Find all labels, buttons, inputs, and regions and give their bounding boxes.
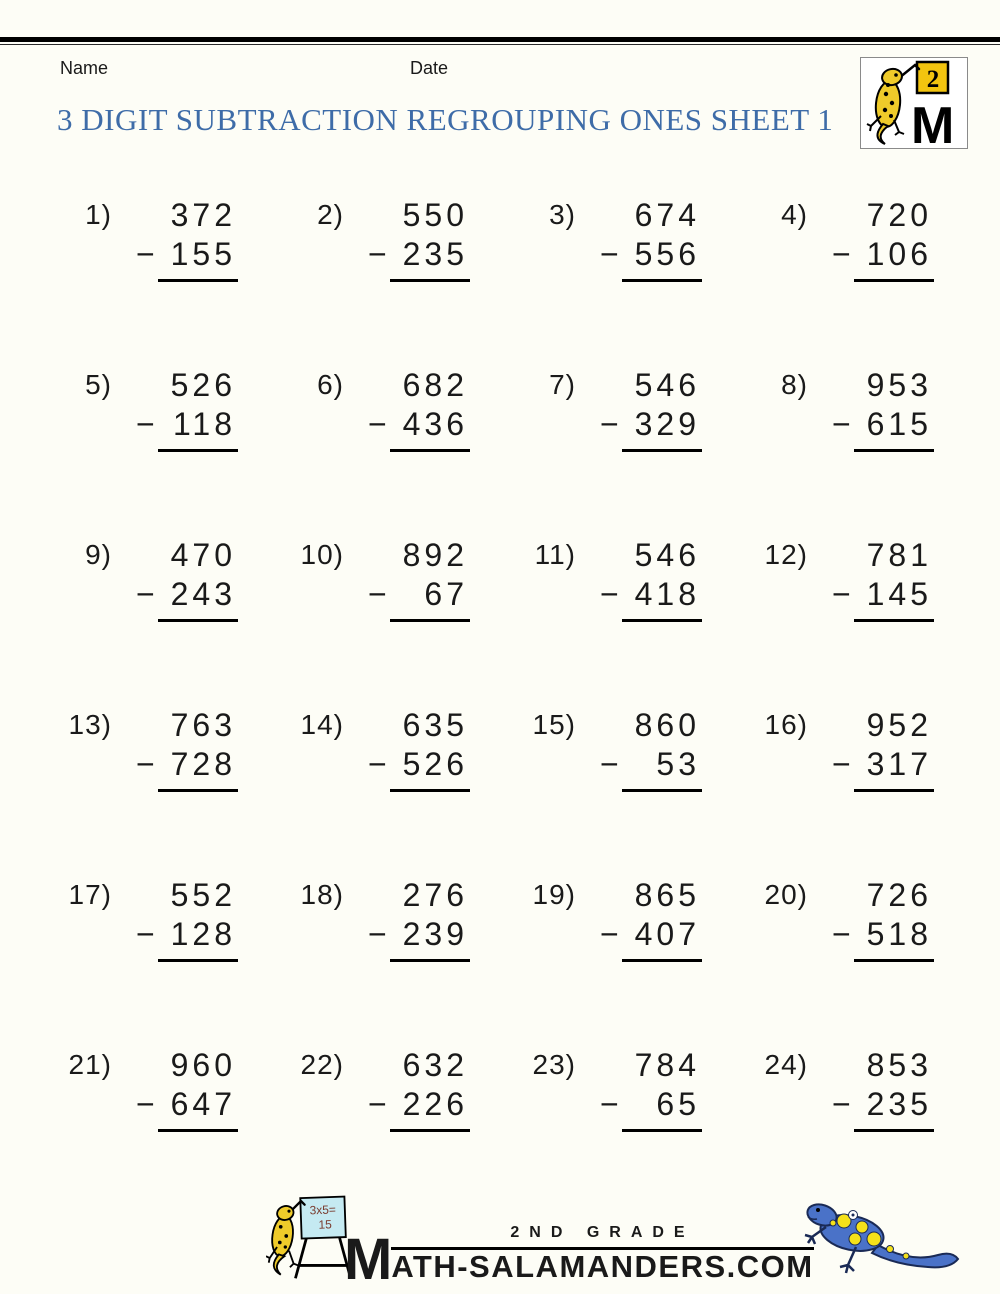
minus-sign: −	[600, 236, 619, 272]
answer-line[interactable]	[854, 789, 934, 792]
answer-line[interactable]	[390, 1129, 470, 1132]
minus-sign: −	[368, 916, 387, 952]
subtrahend: 235	[866, 1086, 932, 1122]
minus-sign: −	[368, 576, 387, 612]
name-label: Name	[60, 58, 109, 78]
minuend: 960	[170, 1047, 236, 1083]
problem-work-area	[832, 196, 934, 282]
minuend: 892	[402, 537, 468, 573]
problem-work-area	[368, 1046, 470, 1132]
minuend: 682	[402, 367, 468, 403]
problem-number: 18)	[300, 879, 344, 910]
subtraction-problem	[530, 196, 762, 366]
subtrahend: 106	[866, 236, 932, 272]
answer-line[interactable]	[854, 619, 934, 622]
minus-sign: −	[136, 916, 155, 952]
minus-sign: −	[600, 746, 619, 782]
answer-line[interactable]	[390, 279, 470, 282]
answer-line[interactable]	[158, 279, 238, 282]
minuend: 865	[634, 877, 700, 913]
logo-salamander-icon	[861, 58, 967, 148]
problem-work-area	[136, 1046, 238, 1132]
answer-line[interactable]	[158, 789, 238, 792]
subtrahend: 128	[170, 916, 236, 952]
problem-work-area	[368, 536, 470, 622]
subtraction-problem	[298, 706, 530, 876]
minuend: 550	[402, 197, 468, 233]
subtrahend: 65	[656, 1086, 700, 1122]
subtraction-problem	[298, 196, 530, 366]
grade-text: 2ND GRADE	[391, 1224, 813, 1250]
subtrahend: 67	[424, 576, 468, 612]
subtraction-problem	[66, 706, 298, 876]
answer-line[interactable]	[622, 449, 702, 452]
minus-sign: −	[368, 236, 387, 272]
subtrahend: 118	[172, 406, 236, 442]
problem-number: 6)	[317, 369, 344, 400]
minuend: 635	[402, 707, 468, 743]
problem-number: 23)	[532, 1049, 576, 1080]
problem-number: 17)	[68, 879, 112, 910]
brand-m-letter: M	[344, 1226, 393, 1292]
problem-work-area	[600, 536, 702, 622]
problem-work-area	[600, 1046, 702, 1132]
problem-number: 5)	[85, 369, 112, 400]
subtrahend: 226	[402, 1086, 468, 1122]
minus-sign: −	[136, 746, 155, 782]
minuend: 546	[634, 367, 700, 403]
problem-number: 16)	[764, 709, 808, 740]
minus-sign: −	[832, 576, 851, 612]
minuend: 552	[170, 877, 236, 913]
minuend: 470	[170, 537, 236, 573]
problem-number: 3)	[549, 199, 576, 230]
problem-number: 19)	[532, 879, 576, 910]
subtrahend: 235	[402, 236, 468, 272]
minus-sign: −	[832, 916, 851, 952]
answer-line[interactable]	[854, 279, 934, 282]
subtraction-problem	[762, 536, 994, 706]
problem-work-area	[136, 366, 238, 452]
minuend: 372	[170, 197, 236, 233]
minuend: 853	[866, 1047, 932, 1083]
problem-number: 8)	[781, 369, 808, 400]
answer-line[interactable]	[622, 959, 702, 962]
problem-work-area	[832, 536, 934, 622]
answer-line[interactable]	[622, 279, 702, 282]
answer-line[interactable]	[622, 619, 702, 622]
minus-sign: −	[136, 406, 155, 442]
problem-number: 7)	[549, 369, 576, 400]
problem-number: 11)	[534, 539, 576, 570]
problem-work-area	[600, 706, 702, 792]
subtraction-problem	[298, 876, 530, 1046]
blue-salamander-icon	[800, 1193, 965, 1285]
subtraction-problem	[298, 366, 530, 536]
subtraction-problem	[66, 366, 298, 536]
top-divider	[0, 37, 1000, 45]
subtraction-problem	[530, 366, 762, 536]
logo-m-letter: M	[911, 97, 955, 148]
minuend: 674	[634, 197, 700, 233]
easel-text-1: 3x5=	[309, 1202, 337, 1218]
answer-line[interactable]	[390, 959, 470, 962]
minus-sign: −	[832, 236, 851, 272]
problem-work-area	[368, 706, 470, 792]
minuend: 276	[402, 877, 468, 913]
subtraction-problem	[762, 196, 994, 366]
minus-sign: −	[368, 406, 387, 442]
subtraction-problem	[66, 536, 298, 706]
subtraction-problem	[66, 196, 298, 366]
problem-number: 14)	[300, 709, 344, 740]
problem-number: 22)	[300, 1049, 344, 1080]
problem-work-area	[136, 196, 238, 282]
answer-line[interactable]	[622, 789, 702, 792]
subtrahend: 329	[634, 406, 700, 442]
minuend: 952	[866, 707, 932, 743]
answer-line[interactable]	[390, 619, 470, 622]
answer-line[interactable]	[622, 1129, 702, 1132]
answer-line[interactable]	[854, 1129, 934, 1132]
minus-sign: −	[600, 916, 619, 952]
subtraction-problem	[762, 366, 994, 536]
minus-sign: −	[832, 1086, 851, 1122]
answer-line[interactable]	[390, 789, 470, 792]
problem-work-area	[368, 196, 470, 282]
minus-sign: −	[600, 576, 619, 612]
footer-brand	[266, 1190, 814, 1292]
subtraction-problem	[762, 706, 994, 876]
minuend: 953	[866, 367, 932, 403]
problem-work-area	[832, 876, 934, 962]
date-label: Date	[410, 58, 449, 78]
minuend: 526	[170, 367, 236, 403]
answer-line[interactable]	[854, 449, 934, 452]
problem-work-area	[136, 876, 238, 962]
subtrahend: 526	[402, 746, 468, 782]
answer-line[interactable]	[158, 1129, 238, 1132]
subtraction-problem	[762, 876, 994, 1046]
minuend: 720	[866, 197, 932, 233]
subtrahend: 145	[866, 576, 932, 612]
brand-text-block	[344, 1224, 814, 1292]
subtrahend: 155	[170, 236, 236, 272]
minuend: 726	[866, 877, 932, 913]
brand-domain-text: ATH-SALAMANDERS.COM	[391, 1249, 814, 1284]
problem-number: 15)	[532, 709, 576, 740]
page-title: 3 DIGIT SUBTRACTION REGROUPING ONES SHEET 1	[57, 102, 834, 137]
subtrahend: 647	[170, 1086, 236, 1122]
problem-work-area	[600, 196, 702, 282]
minus-sign: −	[368, 1086, 387, 1122]
problems-grid	[66, 196, 994, 1216]
problem-work-area	[136, 706, 238, 792]
problem-work-area	[368, 366, 470, 452]
answer-line[interactable]	[158, 959, 238, 962]
minuend: 784	[634, 1047, 700, 1083]
minus-sign: −	[136, 1086, 155, 1122]
minuend: 860	[634, 707, 700, 743]
footer	[0, 1188, 1000, 1292]
subtraction-problem	[66, 876, 298, 1046]
problem-number: 20)	[764, 879, 808, 910]
subtrahend: 615	[866, 406, 932, 442]
problem-number: 2)	[317, 199, 344, 230]
subtrahend: 243	[170, 576, 236, 612]
subtrahend: 239	[402, 916, 468, 952]
minus-sign: −	[832, 406, 851, 442]
problem-work-area	[368, 876, 470, 962]
minuend: 546	[634, 537, 700, 573]
problem-work-area	[832, 706, 934, 792]
subtrahend: 418	[634, 576, 700, 612]
problem-number: 10)	[300, 539, 344, 570]
minus-sign: −	[136, 576, 155, 612]
minuend: 632	[402, 1047, 468, 1083]
problem-number: 13)	[68, 709, 112, 740]
minus-sign: −	[600, 406, 619, 442]
problem-work-area	[832, 1046, 934, 1132]
minuend: 763	[170, 707, 236, 743]
minus-sign: −	[832, 746, 851, 782]
subtrahend: 518	[866, 916, 932, 952]
problem-work-area	[832, 366, 934, 452]
subtrahend: 556	[634, 236, 700, 272]
problem-number: 9)	[85, 539, 112, 570]
answer-line[interactable]	[390, 449, 470, 452]
answer-line[interactable]	[158, 449, 238, 452]
minus-sign: −	[600, 1086, 619, 1122]
easel-text-2: 15	[318, 1217, 333, 1232]
problem-work-area	[600, 366, 702, 452]
subtraction-problem	[298, 536, 530, 706]
answer-line[interactable]	[158, 619, 238, 622]
subtraction-problem	[530, 876, 762, 1046]
subtrahend: 53	[656, 746, 700, 782]
subtraction-problem	[530, 536, 762, 706]
problem-number: 24)	[764, 1049, 808, 1080]
answer-line[interactable]	[854, 959, 934, 962]
subtrahend: 317	[866, 746, 932, 782]
subtrahend: 728	[170, 746, 236, 782]
problem-number: 21)	[68, 1049, 112, 1080]
subtrahend: 436	[402, 406, 468, 442]
subtraction-problem	[530, 706, 762, 876]
problem-work-area	[136, 536, 238, 622]
problem-number: 12)	[764, 539, 808, 570]
minuend: 781	[866, 537, 932, 573]
logo-grade-number: 2	[926, 66, 940, 93]
minus-sign: −	[368, 746, 387, 782]
problem-work-area	[600, 876, 702, 962]
math-salamanders-logo	[860, 57, 968, 149]
subtrahend: 407	[634, 916, 700, 952]
minus-sign: −	[136, 236, 155, 272]
problem-number: 4)	[781, 199, 808, 230]
problem-number: 1)	[85, 199, 112, 230]
